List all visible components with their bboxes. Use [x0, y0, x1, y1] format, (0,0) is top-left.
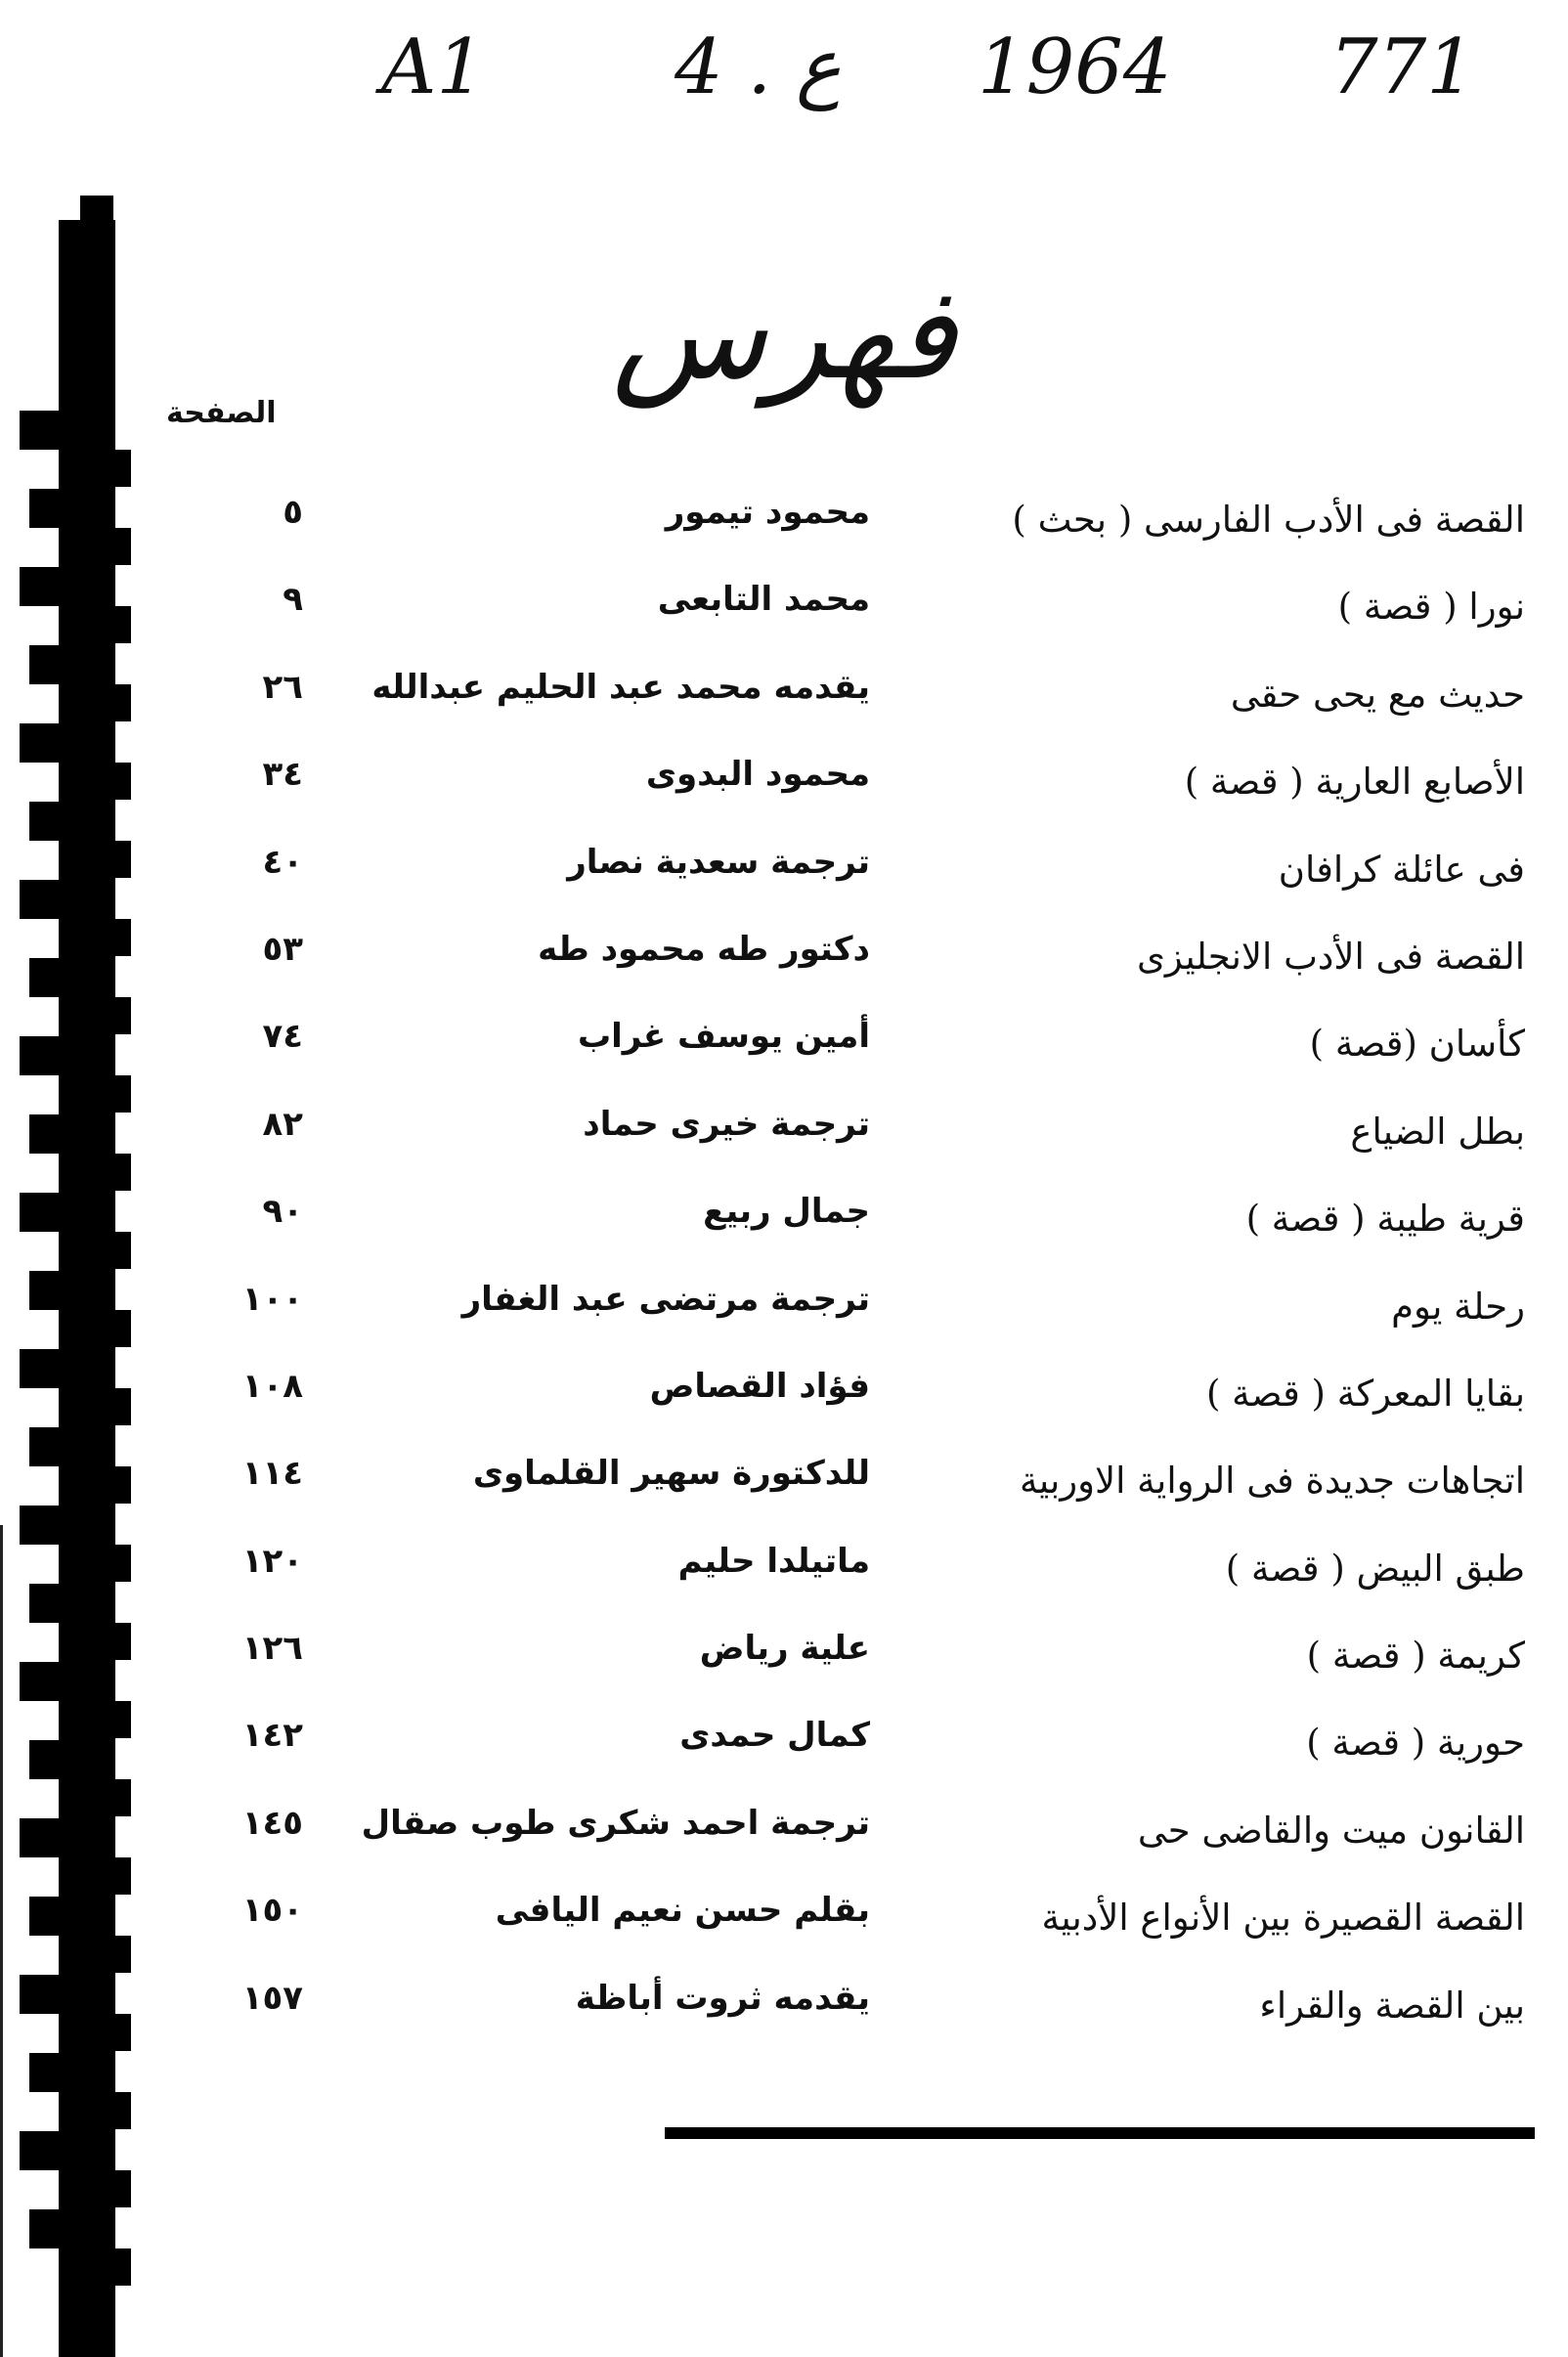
table-of-contents [108, 489, 1525, 2062]
binding-notch [29, 645, 59, 684]
toc-entry-title: قرية طيبة ( قصة ) [1245, 1198, 1525, 1241]
toc-entry-title: بقايا المعركة ( قصة ) [1205, 1372, 1525, 1415]
toc-row [108, 576, 1525, 663]
toc-row [108, 1712, 1525, 1799]
binding-notch [29, 1114, 59, 1154]
binding-notch [109, 1466, 131, 1504]
toc-entry-title: طبق البيض ( قصة ) [1225, 1547, 1525, 1590]
toc-entry-page: ٩٠ [262, 1192, 303, 1232]
binding-notch [109, 684, 131, 721]
binding-notch [20, 1818, 61, 1857]
binding-notch [29, 802, 59, 841]
toc-entry-title: كريمة ( قصة ) [1306, 1635, 1525, 1678]
toc-row [108, 1101, 1525, 1188]
binding-notch [29, 1271, 59, 1310]
toc-entry-author: ماتيلدا حليم [677, 1541, 870, 1581]
toc-row [108, 1538, 1525, 1625]
binding-spine [59, 220, 115, 2357]
page-edge [0, 1525, 3, 2357]
handwritten-annotation-a1: A1 [381, 23, 485, 111]
binding-notch [109, 450, 131, 487]
toc-entry-author: أمين يوسف غراب [577, 1017, 870, 1057]
toc-entry-author: للدكتورة سهير القلماوى [472, 1454, 870, 1494]
binding-notch [20, 1975, 61, 2014]
toc-entry-author: ترجمة سعدية نصار [567, 842, 870, 882]
binding-notch [20, 1506, 61, 1545]
binding-notch [29, 489, 59, 528]
handwritten-annotation-issue: 4 . ع [675, 23, 842, 111]
toc-entry-author: دكتور طه محمود طه [538, 929, 870, 969]
toc-entry-page: ١٤٥ [241, 1803, 303, 1843]
binding-notch [29, 2053, 59, 2092]
handwritten-annotation-number: 771 [1329, 23, 1475, 111]
toc-entry-title: نورا ( قصة ) [1337, 586, 1525, 629]
toc-row [108, 926, 1525, 1013]
binding-notch [109, 1075, 131, 1113]
toc-row [108, 489, 1525, 576]
toc-row [108, 1013, 1525, 1100]
toc-row [108, 839, 1525, 926]
binding-notch [29, 1740, 59, 1779]
toc-entry-title: الأصابع العارية ( قصة ) [1184, 761, 1525, 804]
toc-entry-title: القانون ميت والقاضى حى [1137, 1809, 1525, 1852]
toc-row [108, 1625, 1525, 1712]
binding-notch [109, 1701, 131, 1738]
toc-entry-title: حديث مع يحى حقى [1230, 673, 1525, 716]
toc-entry-page: ٥٣ [262, 929, 303, 969]
binding-notch [20, 880, 61, 919]
binding-notch [20, 1349, 61, 1388]
handwritten-annotation-year: 1964 [978, 23, 1172, 111]
toc-row [108, 1450, 1525, 1537]
toc-entry-title: حورية ( قصة ) [1306, 1722, 1525, 1765]
binding-notch [109, 1388, 131, 1425]
toc-entry-title: القصة القصيرة بين الأنواع الأدبية [1041, 1897, 1525, 1940]
toc-entry-page: ١٥٧ [241, 1978, 303, 2018]
binding-notch [109, 1545, 131, 1582]
toc-entry-page: ٥ [283, 493, 303, 532]
toc-entry-page: ٤٠ [262, 842, 303, 882]
toc-entry-author: ترجمة خيرى حماد [583, 1104, 870, 1144]
toc-entry-page: ١٢٦ [241, 1629, 303, 1669]
toc-entry-author: محمود البدوى [645, 755, 870, 795]
toc-row [108, 1363, 1525, 1450]
toc-entry-page: ١٠٨ [241, 1366, 303, 1406]
binding-notch [109, 606, 131, 643]
toc-row [108, 664, 1525, 751]
binding-notch [20, 1662, 61, 1701]
binding-notch [29, 1427, 59, 1466]
toc-entry-page: ١٠٠ [241, 1279, 303, 1319]
binding-notch [109, 841, 131, 878]
toc-entry-title: بطل الضياع [1350, 1110, 1525, 1153]
binding-notch [20, 567, 61, 606]
binding-notch [20, 1193, 61, 1232]
toc-entry-page: ٩ [283, 580, 303, 620]
toc-entry-title: فى عائلة كرافان [1278, 848, 1525, 891]
toc-entry-page: ١٢٠ [241, 1541, 303, 1581]
toc-row [108, 1975, 1525, 2062]
toc-entry-title: القصة فى الأدب الانجليزى [1136, 935, 1525, 978]
toc-entry-author: ترجمة مرتضى عبد الغفار [461, 1279, 870, 1319]
toc-entry-author: محمود تيمور [665, 493, 870, 532]
toc-entry-page: ٣٤ [262, 755, 303, 795]
toc-row [108, 1276, 1525, 1363]
binding-notch [109, 1310, 131, 1347]
toc-entry-author: بقلم حسن نعيم اليافى [495, 1891, 870, 1931]
binding-notch [29, 2209, 59, 2248]
binding-notch [20, 411, 61, 450]
binding-notch [20, 1036, 61, 1075]
toc-entry-author: يقدمه ثروت أباظة [575, 1978, 870, 2018]
binding-notch [109, 763, 131, 800]
toc-entry-author: محمد التابعى [657, 580, 870, 620]
binding-notch [109, 1232, 131, 1269]
toc-entry-author: علية رياض [699, 1629, 870, 1669]
toc-entry-title: رحلة يوم [1391, 1285, 1525, 1328]
binding-notch [20, 723, 61, 763]
binding-notch [109, 1623, 131, 1660]
toc-row [108, 1800, 1525, 1887]
binding-notch [109, 528, 131, 565]
binding-notch [109, 1936, 131, 1973]
toc-entry-author: كمال حمدى [679, 1716, 870, 1756]
toc-entry-title: بين القصة والقراء [1259, 1984, 1525, 2027]
bottom-rule [665, 2127, 1535, 2139]
binding-notch [109, 2248, 131, 2286]
page-column-header: الصفحة [166, 396, 277, 430]
toc-entry-page: ١٤٢ [241, 1716, 303, 1756]
toc-entry-page: ٢٦ [262, 667, 303, 707]
toc-entry-page: ١٥٠ [241, 1891, 303, 1931]
toc-row [108, 1887, 1525, 1974]
toc-entry-page: ٧٤ [262, 1017, 303, 1057]
binding-notch [109, 2092, 131, 2129]
binding-notch [20, 2131, 61, 2170]
binding-notch [109, 919, 131, 956]
toc-entry-title: اتجاهات جديدة فى الرواية الاوربية [1020, 1460, 1525, 1503]
page-title: فهرس [611, 259, 957, 408]
binding-notch [29, 1897, 59, 1936]
binding-notch [109, 2170, 131, 2207]
binding-notch [109, 1857, 131, 1895]
toc-entry-author: يقدمه محمد عبد الحليم عبدالله [371, 667, 870, 707]
toc-entry-page: ٨٢ [262, 1104, 303, 1144]
toc-entry-title: كأسان (قصة ) [1309, 1023, 1525, 1066]
binding-notch [29, 958, 59, 997]
toc-entry-title: القصة فى الأدب الفارسى ( بحث ) [1012, 499, 1525, 541]
toc-entry-page: ١١٤ [241, 1454, 303, 1494]
toc-row [108, 751, 1525, 838]
binding-notch [109, 1779, 131, 1816]
binding-notch [109, 2014, 131, 2051]
toc-entry-author: فؤاد القصاص [649, 1366, 870, 1406]
binding-notch [109, 997, 131, 1034]
binding-notch [29, 1584, 59, 1623]
toc-entry-author: جمال ربيع [703, 1192, 870, 1232]
binding-notch [109, 1154, 131, 1191]
toc-row [108, 1188, 1525, 1275]
toc-entry-author: ترجمة احمد شكرى طوب صقال [361, 1803, 870, 1843]
